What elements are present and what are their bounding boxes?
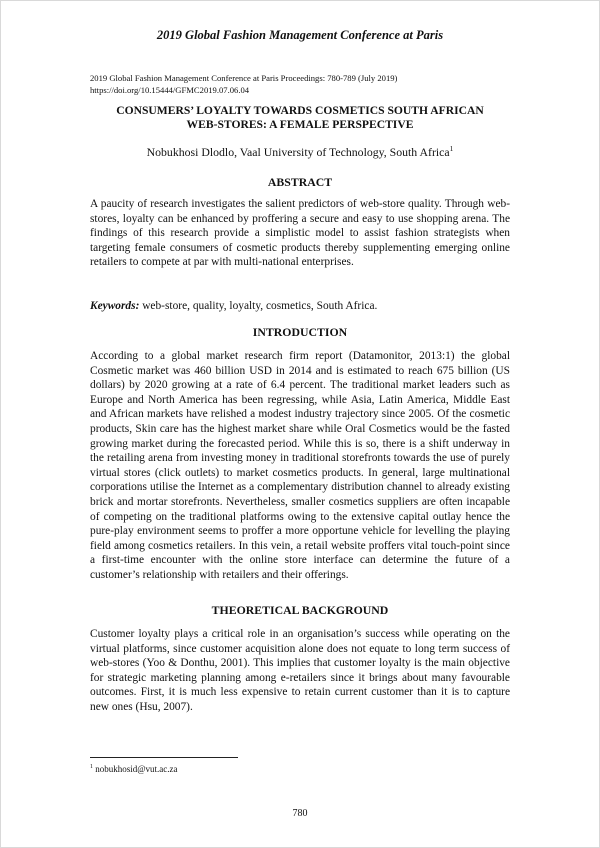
proceedings-citation: 2019 Global Fashion Management Conference at Paris Proceedings: 780-789 (July 2019) xyxy=(90,73,398,83)
footnote xyxy=(90,764,178,774)
title-line-1: CONSUMERS’ LOYALTY TOWARDS COSMETICS SOUTH AFRICAN xyxy=(116,104,484,117)
keywords-label: Keywords: xyxy=(90,300,140,312)
footnote-mark: 1 xyxy=(90,764,93,770)
doi-link[interactable]: https://doi.org/10.15444/GFMC2019.07.06.04 xyxy=(90,85,250,95)
abstract-heading: ABSTRACT xyxy=(267,175,333,189)
keywords-text: web-store, quality, loyalty, cosmetics, South Africa. xyxy=(139,300,378,312)
paper-title xyxy=(60,104,540,132)
introduction-paragraph: According to a global market research firm report (Datamonitor, 2013:1) the global Cosmetic market was 460 billion USD in 2014 and is estimated to reach 675 billion (US dollars) by 2020 growing at a rate of 6.4 percent. The traditional market leaders such as Europe and North America has been regressing, while Asia, Latin America, Middle East and African markets have relished a modest industry trajectory since 2005. Of the cosmetic products, Skin care has the highest market share while Oral Cosmetics would be the fasted growing market during the forecasted period. While this is so, there is a shift underway in the retailing arena from investing money in traditional storefronts towards the use of purely virtual stores (click outlets) to market cosmetics products. In general, large multinational corporations utilise the Internet as a complementary distribution channel to already existing brick and mortar storefronts. Nevertheless, smaller cosmetics suppliers are often incapable of competing on the traditional platforms owing to the extensive capital outlay hence the pure-play environment seems to proffer a more opportune vehicle for levelling the playing field among cosmetics retailers. In this vein, a retail website proffers vital touch-point since a first-time encounter with the online store interface can determine the future of a customer’s relationship with retailers and their offerings. xyxy=(90,350,510,581)
author-line xyxy=(0,145,600,160)
running-head: 2019 Global Fashion Management Conference at Paris xyxy=(156,28,444,42)
author-footnote-mark[interactable]: 1 xyxy=(449,144,454,154)
footnote-email[interactable]: nobukhosid@vut.ac.za xyxy=(93,764,178,774)
footnote-divider xyxy=(90,757,238,758)
author-name: Nobukhosi Dlodlo, Vaal University of Technology, South Africa xyxy=(146,145,450,159)
introduction-heading: INTRODUCTION xyxy=(252,325,348,339)
theoretical-background-paragraph: Customer loyalty plays a critical role in an organisation’s success while operating on the virtual platforms, since customer acquisition alone does not equate to long term success of web-stores (Yoo & Donthu, 2001). This implies that customer loyalty is the main objective for strategic marketing planning among e-retailers since it brings about many favourable outcomes. First, it is much less expensive to retain current customer than it is to capture new ones (Hsu, 2007). xyxy=(90,628,510,713)
page-number: 780 xyxy=(292,808,308,819)
title-line-2: WEB-STORES: A FEMALE PERSPECTIVE xyxy=(186,118,414,131)
abstract-paragraph: A paucity of research investigates the salient predictors of web-store quality. Through web-stores, loyalty can be enhanced by proffering a secure and easy to use shopping arena. The findings of this research provide a simplistic model to assist fashion strategists when targeting female consumers of cosmetic products thereby supplementing emerging online retailers to compete at par with multi-national enterprises. xyxy=(90,198,510,269)
keywords-line xyxy=(90,299,510,314)
theoretical-background-heading: THEORETICAL BACKGROUND xyxy=(211,603,389,617)
proceedings-info xyxy=(90,72,397,96)
